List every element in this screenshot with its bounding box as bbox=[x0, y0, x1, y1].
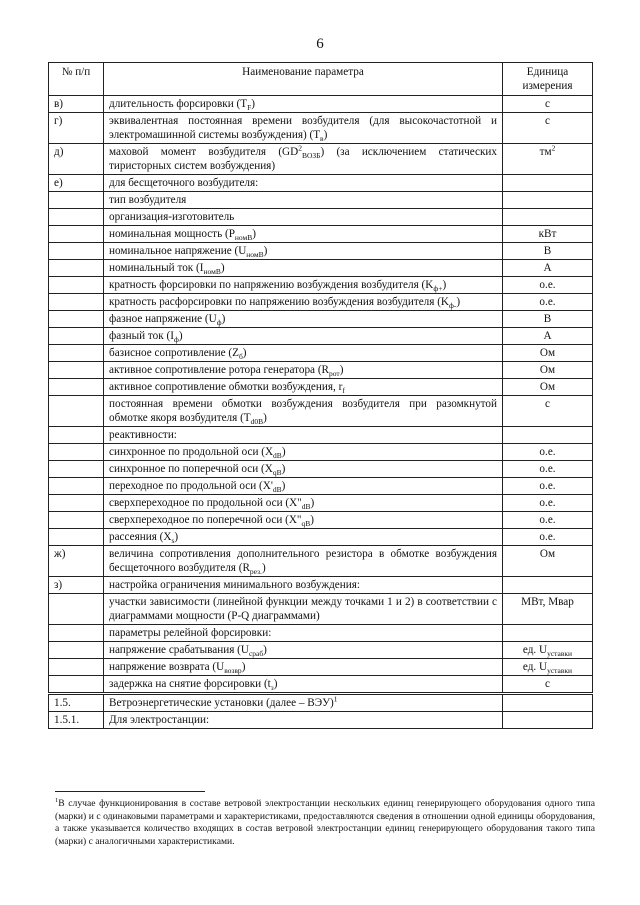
row-number: е) bbox=[49, 175, 104, 192]
row-number bbox=[49, 495, 104, 512]
parameter-unit bbox=[503, 328, 593, 345]
row-number: г) bbox=[49, 113, 104, 144]
parameter-name-text: активное сопротивление ротора генератора (R bbox=[109, 364, 330, 376]
parameter-name bbox=[104, 642, 503, 659]
parameter-unit bbox=[503, 113, 593, 144]
row-number bbox=[49, 345, 104, 362]
parameter-name bbox=[104, 226, 503, 243]
row-number bbox=[49, 226, 104, 243]
unit-text: В bbox=[543, 313, 552, 325]
parameter-name-text: сверхпереходное по продольной оси (X" bbox=[109, 497, 302, 509]
parameter-name-text: синхронное по поперечной оси (X bbox=[109, 463, 273, 475]
parameter-name-suffix: ) bbox=[281, 480, 286, 492]
footnote-rule bbox=[55, 791, 205, 792]
table-row bbox=[49, 546, 593, 577]
parameter-name bbox=[104, 577, 503, 594]
table-row bbox=[49, 345, 593, 362]
parameter-unit bbox=[503, 362, 593, 379]
parameter-subscript: ВОЗБ bbox=[301, 151, 321, 161]
table-header-row bbox=[49, 63, 593, 96]
page-number: 6 bbox=[316, 36, 324, 52]
table-row bbox=[49, 427, 593, 444]
parameter-name bbox=[104, 512, 503, 529]
parameter-name-text: величина сопротивления дополнительного резистора в обмотке возбуждения бесщеточного возбудителя (R bbox=[109, 548, 497, 574]
parameter-subscript: dВ bbox=[273, 451, 282, 461]
row-number bbox=[49, 427, 104, 444]
parameter-name bbox=[104, 277, 503, 294]
table-row bbox=[49, 712, 593, 729]
parameter-subscript: б bbox=[238, 352, 243, 362]
unit-superscript: 2 bbox=[551, 143, 556, 153]
row-number bbox=[49, 659, 104, 676]
unit-text: ед. U bbox=[522, 661, 548, 673]
parameter-name-text: реактивности: bbox=[109, 429, 177, 441]
parameter-name bbox=[104, 659, 503, 676]
unit-text: Ом bbox=[539, 347, 556, 359]
footnote-text: В случае функционирования в составе ветровой электростанции нескольких единиц генерирующего оборудования одного типа (марки) и с одинаковыми параметрами и характеристиками, предоставляются сведения в отношении одной единицы оборудования, а также указывается количество входящих в состав ветровой электростанции единиц генерирующего оборудования такого типа (марки) с аналогичными характеристиками. bbox=[55, 798, 595, 847]
parameter-name bbox=[104, 243, 503, 260]
unit-text: тм bbox=[539, 146, 552, 158]
footnote bbox=[55, 798, 595, 848]
parameter-name-suffix: ) bbox=[323, 129, 328, 141]
unit-subscript: уставки bbox=[547, 666, 573, 676]
row-number: д) bbox=[49, 144, 104, 175]
parameter-unit bbox=[503, 546, 593, 577]
table-row bbox=[49, 512, 593, 529]
unit-text: с bbox=[545, 98, 550, 110]
unit-text: о.е. bbox=[539, 514, 556, 526]
unit-text: с bbox=[545, 678, 550, 690]
table-row bbox=[49, 226, 593, 243]
parameter-subscript: F bbox=[247, 103, 252, 113]
parameter-name bbox=[104, 328, 503, 345]
parameter-name-suffix: ) bbox=[174, 531, 179, 543]
parameter-name-text: номинальный ток (I bbox=[109, 262, 204, 274]
parameter-name-text: постоянная времени обмотки возбуждения возбудителя при разомкнутой обмотке якоря возбудителя (T bbox=[109, 398, 497, 424]
parameter-unit bbox=[503, 277, 593, 294]
table-row bbox=[49, 113, 593, 144]
table-row bbox=[49, 294, 593, 311]
parameter-name-suffix: ) bbox=[273, 678, 278, 690]
row-number bbox=[49, 529, 104, 546]
parameter-name bbox=[104, 694, 503, 712]
parameter-subscript: возвр bbox=[224, 666, 242, 676]
parameter-unit bbox=[503, 577, 593, 594]
parameter-superscript: 2 bbox=[298, 143, 302, 153]
parameter-unit bbox=[503, 495, 593, 512]
header-name: Наименование параметра bbox=[104, 63, 503, 96]
parameter-unit bbox=[503, 192, 593, 209]
parameter-name bbox=[104, 712, 503, 729]
unit-text: о.е. bbox=[539, 480, 556, 492]
table-row bbox=[49, 478, 593, 495]
parameter-subscript: qВ bbox=[301, 519, 311, 529]
table-row bbox=[49, 594, 593, 625]
unit-text: Ом bbox=[539, 548, 556, 560]
parameter-name-suffix: ) bbox=[310, 497, 315, 509]
parameter-name bbox=[104, 311, 503, 328]
table-row bbox=[49, 260, 593, 277]
parameter-unit bbox=[503, 694, 593, 712]
parameter-name bbox=[104, 427, 503, 444]
row-number bbox=[49, 444, 104, 461]
parameter-unit bbox=[503, 144, 593, 175]
unit-text: с bbox=[545, 115, 550, 127]
parameter-name bbox=[104, 192, 503, 209]
parameter-name-text: номинальная мощность (P bbox=[109, 228, 235, 240]
parameter-name bbox=[104, 294, 503, 311]
parameter-name-suffix: ) bbox=[339, 364, 344, 376]
row-number: 1.5. bbox=[49, 694, 104, 712]
parameter-name bbox=[104, 495, 503, 512]
parameter-subscript: s bbox=[171, 536, 175, 546]
parameter-unit bbox=[503, 444, 593, 461]
table-row bbox=[49, 577, 593, 594]
row-number bbox=[49, 642, 104, 659]
table-row bbox=[49, 676, 593, 694]
row-number bbox=[49, 512, 104, 529]
parameter-name-text: базисное сопротивление (Z bbox=[109, 347, 239, 359]
table-row bbox=[49, 243, 593, 260]
unit-text: с bbox=[545, 398, 550, 410]
parameter-unit bbox=[503, 96, 593, 113]
parameter-subscript: рез. bbox=[249, 567, 262, 577]
row-number bbox=[49, 379, 104, 396]
parameter-unit bbox=[503, 379, 593, 396]
parameter-subscript: номВ bbox=[234, 233, 253, 243]
table-row bbox=[49, 175, 593, 192]
unit-text: Ом bbox=[539, 364, 556, 376]
table-row bbox=[49, 642, 593, 659]
parameters-table bbox=[48, 62, 593, 729]
parameter-subscript: f bbox=[342, 386, 345, 396]
table-row bbox=[49, 328, 593, 345]
parameter-name-text: кратность форсировки по напряжению возбуждения возбудителя (K bbox=[109, 279, 434, 291]
table-row bbox=[49, 311, 593, 328]
parameter-subscript: ф bbox=[216, 318, 222, 328]
parameter-name-text: номинальное напряжение (U bbox=[109, 245, 247, 257]
parameter-name bbox=[104, 96, 503, 113]
parameter-name-text: тип возбудителя bbox=[109, 194, 187, 206]
unit-text: А bbox=[543, 330, 552, 342]
table-row bbox=[49, 396, 593, 427]
row-number bbox=[49, 328, 104, 345]
parameter-name-text: кратность расфорсировки по напряжению возбуждения возбудителя (K bbox=[109, 296, 450, 308]
parameter-subscript: ф- bbox=[449, 301, 457, 311]
parameter-name bbox=[104, 379, 503, 396]
parameter-name-suffix: ) bbox=[263, 245, 268, 257]
footnote-mark: 1 bbox=[55, 796, 59, 804]
parameter-name bbox=[104, 625, 503, 642]
parameter-name-text: настройка ограничения минимального возбуждения: bbox=[109, 579, 360, 591]
parameter-unit bbox=[503, 260, 593, 277]
parameter-unit bbox=[503, 427, 593, 444]
parameter-name-text: длительность форсировки (T bbox=[109, 98, 248, 110]
parameter-unit bbox=[503, 625, 593, 642]
parameter-unit bbox=[503, 243, 593, 260]
parameter-name bbox=[104, 444, 503, 461]
header-num: № п/п bbox=[49, 63, 104, 96]
unit-text: о.е. bbox=[539, 497, 556, 509]
parameter-name-text: напряжение возврата (U bbox=[109, 661, 225, 673]
parameter-name-text: напряжение срабатывания (U bbox=[109, 644, 249, 656]
parameter-name-text: переходное по продольной оси (X' bbox=[109, 480, 273, 492]
row-number bbox=[49, 243, 104, 260]
row-number: в) bbox=[49, 96, 104, 113]
parameter-name-text: сверхпереходное по поперечной оси (X" bbox=[109, 514, 302, 526]
parameter-name-suffix: ) bbox=[456, 296, 461, 308]
row-number bbox=[49, 396, 104, 427]
row-number bbox=[49, 209, 104, 226]
parameter-name-text: параметры релейной форсировки: bbox=[109, 627, 272, 639]
parameter-unit bbox=[503, 529, 593, 546]
row-number bbox=[49, 294, 104, 311]
parameter-name bbox=[104, 396, 503, 427]
unit-text: ед. U bbox=[522, 644, 548, 656]
parameter-name-suffix: ) bbox=[251, 98, 255, 110]
parameter-subscript: рот bbox=[329, 369, 340, 379]
parameter-subscript: з bbox=[270, 683, 274, 693]
unit-text: о.е. bbox=[539, 446, 556, 458]
parameter-name-suffix: ) bbox=[310, 514, 314, 526]
row-number bbox=[49, 311, 104, 328]
table-row bbox=[49, 362, 593, 379]
parameter-name bbox=[104, 676, 503, 694]
parameter-unit bbox=[503, 512, 593, 529]
row-number bbox=[49, 594, 104, 625]
table-row bbox=[49, 659, 593, 676]
unit-text: о.е. bbox=[539, 463, 556, 475]
parameter-name-suffix: ) bbox=[263, 644, 267, 656]
parameter-name-text: фазный ток (I bbox=[109, 330, 174, 342]
parameter-subscript: в bbox=[320, 134, 324, 144]
parameter-name bbox=[104, 546, 503, 577]
unit-text: Ом bbox=[539, 381, 556, 393]
table-row bbox=[49, 529, 593, 546]
unit-text: А bbox=[543, 262, 552, 274]
parameter-name-text: задержка на снятие форсировки (t bbox=[109, 678, 271, 690]
unit-text: кВт bbox=[538, 228, 557, 240]
parameter-name-text: эквивалентная постоянная времени возбудителя (для высокочастотной и электромашинной системы возбуждения) (T bbox=[109, 115, 497, 141]
parameter-subscript: dВ bbox=[301, 502, 311, 512]
parameter-name bbox=[104, 209, 503, 226]
parameter-name-text: участки зависимости (линейной функции между точками 1 и 2) в соответствии с диаграммами мощности (P-Q диаграммами) bbox=[109, 596, 497, 622]
parameter-unit bbox=[503, 594, 593, 625]
table-row bbox=[49, 495, 593, 512]
parameter-name-suffix: ) bbox=[221, 313, 226, 325]
table-row bbox=[49, 379, 593, 396]
parameter-name bbox=[104, 461, 503, 478]
table-row bbox=[49, 694, 593, 712]
parameter-unit bbox=[503, 209, 593, 226]
parameter-name-suffix: ) bbox=[281, 463, 286, 475]
parameter-name-suffix: ) (за исключением статических тиристорных систем возбуждения) bbox=[109, 146, 497, 172]
parameter-name bbox=[104, 529, 503, 546]
parameter-name-text: рассеяния (X bbox=[109, 531, 172, 543]
parameter-unit bbox=[503, 226, 593, 243]
row-number bbox=[49, 260, 104, 277]
parameter-name-suffix: ) bbox=[178, 330, 183, 342]
unit-text: В bbox=[543, 245, 552, 257]
parameter-unit bbox=[503, 294, 593, 311]
parameter-unit bbox=[503, 712, 593, 729]
table-row bbox=[49, 277, 593, 294]
parameter-unit bbox=[503, 345, 593, 362]
parameter-name-suffix: ) bbox=[281, 446, 286, 458]
parameter-name-suffix: ) bbox=[252, 228, 257, 240]
parameter-name-text: маховой момент возбудителя (GD bbox=[109, 146, 299, 158]
parameter-subscript: ф bbox=[173, 335, 179, 345]
parameter-name-suffix: ) bbox=[263, 412, 267, 424]
parameter-unit bbox=[503, 175, 593, 192]
row-number bbox=[49, 461, 104, 478]
parameter-subscript: dВ bbox=[272, 485, 282, 495]
row-number: 1.5.1. bbox=[49, 712, 104, 729]
row-number bbox=[49, 478, 104, 495]
parameter-name bbox=[104, 345, 503, 362]
table-row bbox=[49, 96, 593, 113]
table-row bbox=[49, 192, 593, 209]
row-number bbox=[49, 625, 104, 642]
parameter-unit bbox=[503, 461, 593, 478]
unit-subscript: уставки bbox=[547, 649, 573, 659]
parameter-subscript: ф+ bbox=[433, 284, 443, 294]
parameter-name-text: Для электростанции: bbox=[109, 714, 210, 726]
parameter-name-text: фазное напряжение (U bbox=[109, 313, 217, 325]
parameter-unit bbox=[503, 676, 593, 694]
parameter-subscript: номВ bbox=[246, 250, 264, 260]
table-row bbox=[49, 461, 593, 478]
parameter-name-suffix: ) bbox=[241, 661, 246, 673]
parameter-name bbox=[104, 175, 503, 192]
row-number: з) bbox=[49, 577, 104, 594]
unit-text: о.е. bbox=[539, 296, 556, 308]
unit-text: о.е. bbox=[539, 279, 556, 291]
table-row bbox=[49, 144, 593, 175]
row-number bbox=[49, 192, 104, 209]
parameter-unit bbox=[503, 642, 593, 659]
unit-text: о.е. bbox=[539, 531, 556, 543]
parameter-name-suffix: ) bbox=[220, 262, 225, 274]
parameter-name-text: организация-изготовитель bbox=[109, 211, 235, 223]
parameter-unit bbox=[503, 478, 593, 495]
table-row bbox=[49, 209, 593, 226]
row-number bbox=[49, 362, 104, 379]
unit-text: МВт, Мвар bbox=[521, 596, 574, 608]
parameter-subscript: qВ bbox=[272, 468, 282, 478]
parameter-name-text: для бесщеточного возбудителя: bbox=[109, 177, 259, 189]
table-row bbox=[49, 444, 593, 461]
parameter-subscript: сраб bbox=[248, 649, 264, 659]
parameter-name-suffix: ) bbox=[242, 347, 247, 359]
parameter-name bbox=[104, 113, 503, 144]
parameter-subscript: d0В bbox=[250, 417, 264, 427]
parameter-unit bbox=[503, 311, 593, 328]
header-unit: Единица измерения bbox=[503, 63, 593, 96]
parameter-unit bbox=[503, 396, 593, 427]
parameter-unit bbox=[503, 659, 593, 676]
parameter-subscript: номВ bbox=[203, 267, 221, 277]
parameter-name-text: синхронное по продольной оси (X bbox=[109, 446, 274, 458]
row-number: ж) bbox=[49, 546, 104, 577]
footnote-reference: 1 bbox=[333, 694, 338, 704]
parameter-name bbox=[104, 362, 503, 379]
row-number bbox=[49, 676, 104, 694]
parameter-name-text: Ветроэнергетические установки (далее – ВЭУ) bbox=[109, 697, 334, 709]
parameter-name-text: активное сопротивление обмотки возбуждения, r bbox=[109, 381, 343, 393]
parameter-name bbox=[104, 260, 503, 277]
row-number bbox=[49, 277, 104, 294]
parameter-name bbox=[104, 144, 503, 175]
parameter-name-suffix: ) bbox=[261, 562, 266, 574]
parameter-name-suffix: ) bbox=[442, 279, 447, 291]
table-row bbox=[49, 625, 593, 642]
parameter-name bbox=[104, 594, 503, 625]
parameter-name bbox=[104, 478, 503, 495]
